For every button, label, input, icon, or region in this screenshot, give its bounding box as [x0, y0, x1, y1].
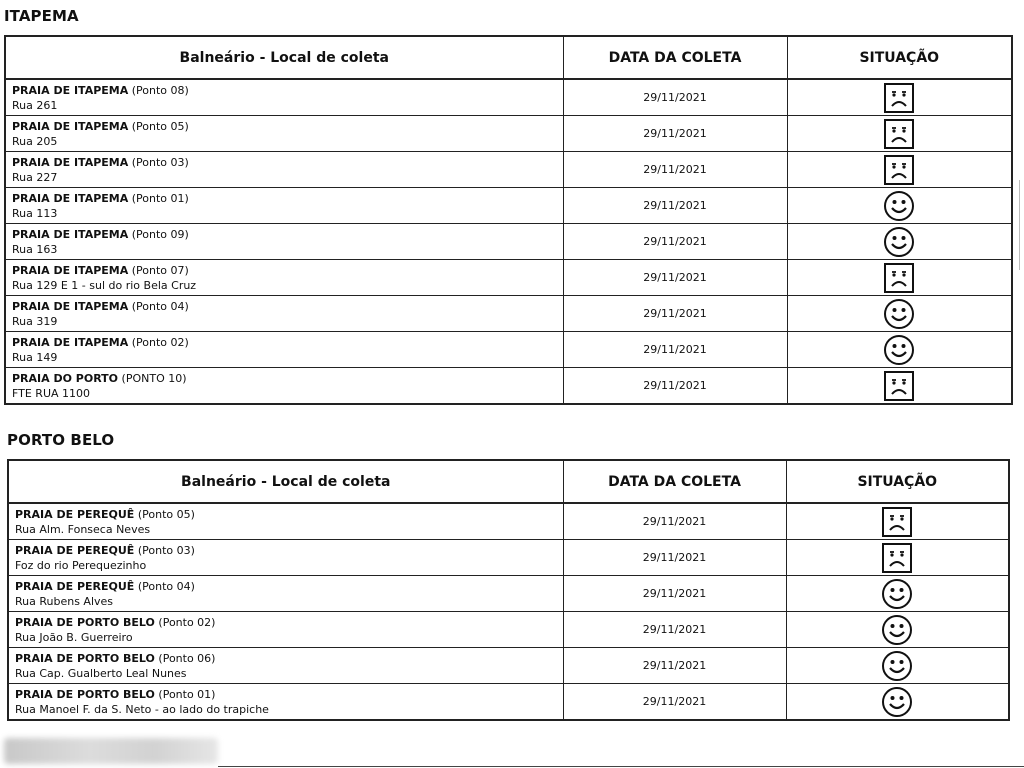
sad-face-icon [883, 82, 915, 114]
status-cell [787, 296, 1012, 332]
status-cell [786, 648, 1009, 684]
status-cell [787, 332, 1012, 368]
collection-date: 29/11/2021 [563, 296, 787, 332]
street-label: Rua 113 [12, 206, 58, 220]
street-label: Rua 319 [12, 314, 58, 328]
location-cell [5, 368, 563, 405]
status-cell [786, 612, 1009, 648]
porto-belo-table [7, 459, 1010, 721]
beach-name: PRAIA DE PORTO BELO [15, 687, 155, 701]
collection-date: 29/11/2021 [563, 152, 787, 188]
sad-face-icon [883, 262, 915, 294]
street-label: Rua João B. Guerreiro [15, 630, 133, 644]
page-edge-element [1019, 180, 1024, 270]
beach-name: PRAIA DE PEREQUÊ [15, 579, 135, 593]
status-cell [787, 152, 1012, 188]
header-status: SITUAÇÃO [786, 460, 1009, 503]
table-header-row [8, 460, 1009, 503]
blurred-section-title [4, 738, 218, 764]
table-top-border [218, 766, 1024, 767]
street-label: Rua Cap. Gualberto Leal Nunes [15, 666, 187, 680]
happy-face-icon [883, 334, 915, 366]
location-cell [8, 612, 563, 648]
status-cell [786, 576, 1009, 612]
table-row [5, 152, 1012, 188]
status-cell [787, 79, 1012, 116]
beach-name: PRAIA DE PEREQUÊ [15, 507, 135, 521]
street-label: Foz do rio Perequezinho [15, 558, 147, 572]
happy-face-icon [883, 298, 915, 330]
location-cell [5, 296, 563, 332]
beach-name: PRAIA DO PORTO [12, 371, 119, 385]
sad-face-icon [881, 506, 913, 538]
location-cell [5, 260, 563, 296]
table-row [5, 188, 1012, 224]
collection-date: 29/11/2021 [563, 79, 787, 116]
status-cell [787, 188, 1012, 224]
point-label: (Ponto 01) [158, 687, 216, 701]
location-cell [5, 79, 563, 116]
beach-name: PRAIA DE ITAPEMA [12, 119, 129, 133]
sad-face-icon [881, 542, 913, 574]
street-label: Rua Manoel F. da S. Neto - ao lado do trapiche [15, 702, 269, 716]
point-label: (Ponto 02) [131, 335, 189, 349]
beach-name: PRAIA DE ITAPEMA [12, 191, 129, 205]
street-label: Rua 205 [12, 134, 58, 148]
collection-date: 29/11/2021 [563, 260, 787, 296]
happy-face-icon [883, 190, 915, 222]
collection-date: 29/11/2021 [563, 612, 786, 648]
location-cell [8, 648, 563, 684]
collection-date: 29/11/2021 [563, 648, 786, 684]
beach-name: PRAIA DE PORTO BELO [15, 615, 155, 629]
header-date: DATA DA COLETA [563, 36, 787, 79]
table-row [5, 116, 1012, 152]
collection-date: 29/11/2021 [563, 503, 786, 540]
point-label: (Ponto 01) [131, 191, 189, 205]
location-cell [5, 224, 563, 260]
point-label: (Ponto 02) [158, 615, 216, 629]
street-label: Rua 261 [12, 98, 58, 112]
street-label: Rua Rubens Alves [15, 594, 114, 608]
point-label: (Ponto 04) [137, 579, 195, 593]
collection-date: 29/11/2021 [563, 332, 787, 368]
table-row [8, 503, 1009, 540]
status-cell [787, 260, 1012, 296]
location-cell [5, 116, 563, 152]
sad-face-icon [883, 370, 915, 402]
beach-name: PRAIA DE PORTO BELO [15, 651, 155, 665]
table-row [5, 224, 1012, 260]
street-label: Rua 163 [12, 242, 58, 256]
point-label: (PONTO 10) [121, 371, 187, 385]
location-cell [8, 684, 563, 721]
status-cell [786, 684, 1009, 721]
sad-face-icon [883, 118, 915, 150]
location-cell [8, 576, 563, 612]
happy-face-icon [881, 650, 913, 682]
point-label: (Ponto 05) [131, 119, 189, 133]
status-cell [787, 368, 1012, 405]
collection-date: 29/11/2021 [563, 368, 787, 405]
location-cell [5, 332, 563, 368]
table-row [8, 576, 1009, 612]
table-row [5, 79, 1012, 116]
status-cell [786, 503, 1009, 540]
collection-date: 29/11/2021 [563, 540, 786, 576]
collection-date: 29/11/2021 [563, 224, 787, 260]
point-label: (Ponto 06) [158, 651, 216, 665]
table-row [8, 540, 1009, 576]
point-label: (Ponto 07) [131, 263, 189, 277]
street-label: Rua 149 [12, 350, 58, 364]
table-row [8, 684, 1009, 721]
collection-date: 29/11/2021 [563, 576, 786, 612]
beach-name: PRAIA DE ITAPEMA [12, 335, 129, 349]
table-row [8, 612, 1009, 648]
table-row [5, 296, 1012, 332]
beach-name: PRAIA DE ITAPEMA [12, 227, 129, 241]
itapema-table [4, 35, 1013, 405]
beach-name: PRAIA DE ITAPEMA [12, 155, 129, 169]
street-label: Rua Alm. Fonseca Neves [15, 522, 151, 536]
beach-name: PRAIA DE ITAPEMA [12, 83, 129, 97]
beach-name: PRAIA DE PEREQUÊ [15, 543, 135, 557]
collection-date: 29/11/2021 [563, 684, 786, 721]
happy-face-icon [881, 686, 913, 718]
collection-date: 29/11/2021 [563, 116, 787, 152]
collection-date: 29/11/2021 [563, 188, 787, 224]
street-label: Rua 129 E 1 - sul do rio Bela Cruz [12, 278, 197, 292]
beach-name: PRAIA DE ITAPEMA [12, 299, 129, 313]
street-label: Rua 227 [12, 170, 58, 184]
location-cell [8, 503, 563, 540]
header-location: Balneário - Local de coleta [8, 460, 563, 503]
header-date: DATA DA COLETA [563, 460, 786, 503]
point-label: (Ponto 03) [137, 543, 195, 557]
header-status: SITUAÇÃO [787, 36, 1012, 79]
location-cell [8, 540, 563, 576]
point-label: (Ponto 03) [131, 155, 189, 169]
happy-face-icon [881, 614, 913, 646]
header-location: Balneário - Local de coleta [5, 36, 563, 79]
table-row [5, 368, 1012, 405]
street-label: FTE RUA 1100 [12, 386, 91, 400]
sad-face-icon [883, 154, 915, 186]
table-row [5, 332, 1012, 368]
status-cell [787, 224, 1012, 260]
table-row [8, 648, 1009, 684]
point-label: (Ponto 08) [131, 83, 189, 97]
location-cell [5, 188, 563, 224]
table-header-row [5, 36, 1012, 79]
section-title-porto-belo: PORTO BELO [7, 431, 115, 449]
status-cell [786, 540, 1009, 576]
point-label: (Ponto 04) [131, 299, 189, 313]
table-row [5, 260, 1012, 296]
beach-name: PRAIA DE ITAPEMA [12, 263, 129, 277]
happy-face-icon [881, 578, 913, 610]
point-label: (Ponto 05) [137, 507, 195, 521]
status-cell [787, 116, 1012, 152]
point-label: (Ponto 09) [131, 227, 189, 241]
section-title-itapema: ITAPEMA [4, 7, 79, 25]
happy-face-icon [883, 226, 915, 258]
location-cell [5, 152, 563, 188]
